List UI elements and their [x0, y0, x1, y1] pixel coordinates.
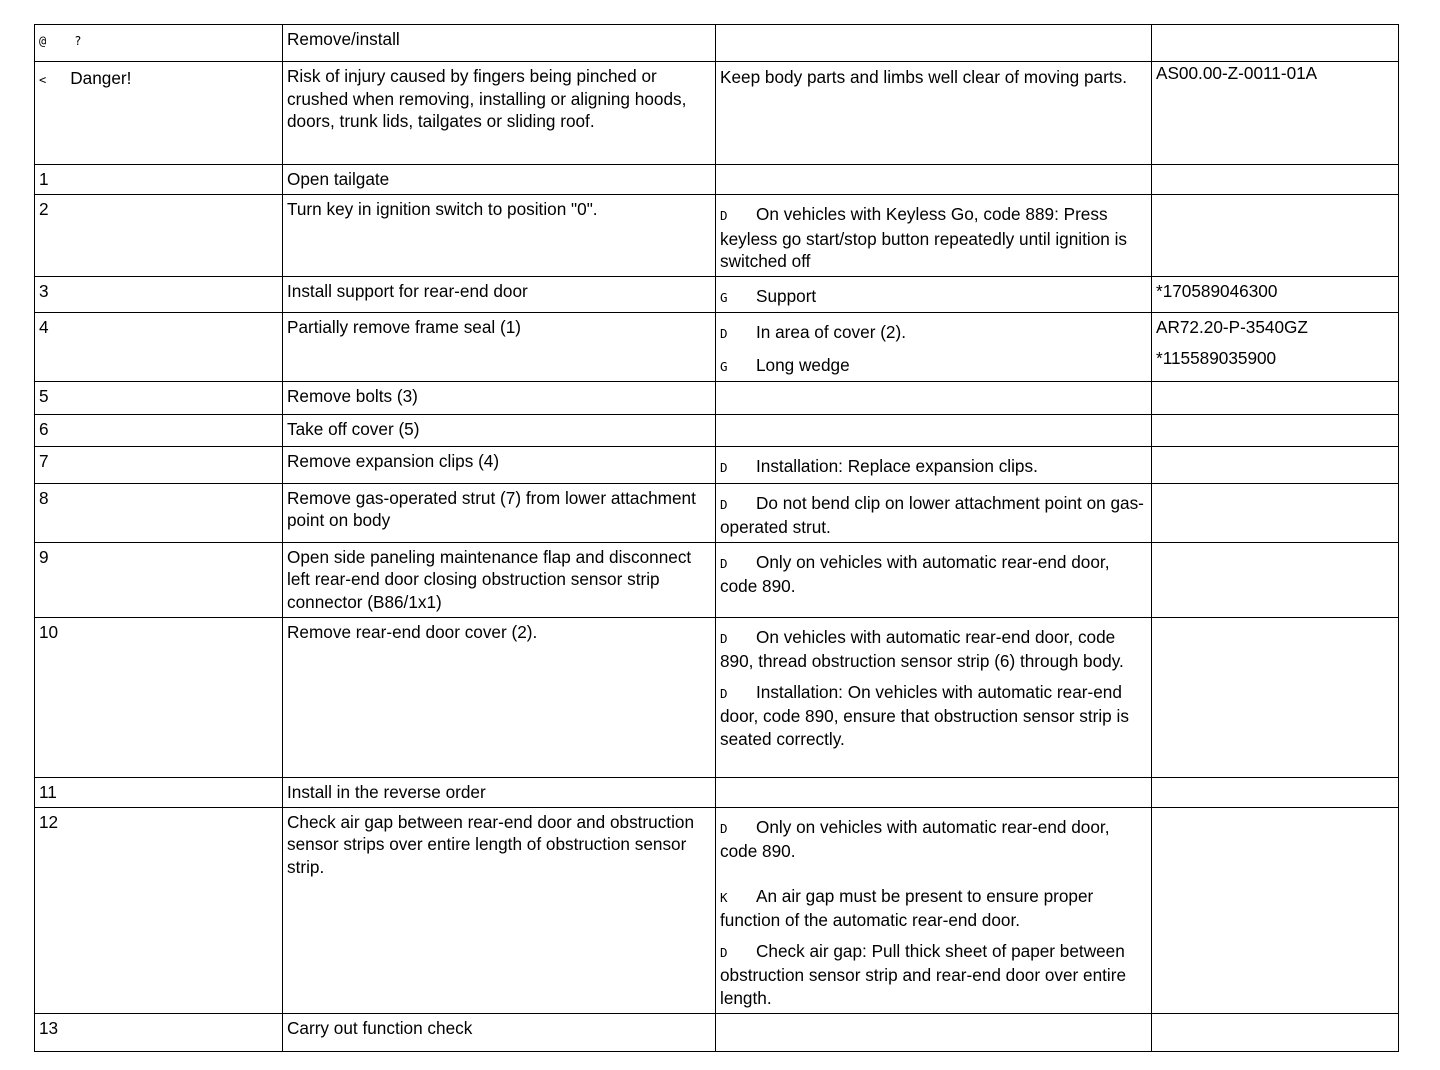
step-notes — [716, 313, 1152, 382]
step-references — [1152, 483, 1399, 542]
step-number: 3 — [35, 276, 283, 313]
step-row — [35, 447, 1399, 484]
note-text: An air gap must be present to ensure proper function of the automatic rear-end door. — [720, 885, 1094, 930]
step-number: 2 — [35, 195, 283, 277]
step-number: 7 — [35, 447, 283, 484]
step-number: 10 — [35, 617, 283, 777]
danger-text: Risk of injury caused by fingers being pinched or crushed when removing, installing or aligning hoods, doors, trunk lids, tailgates or sliding roof. — [283, 62, 716, 165]
note-text: Support — [756, 285, 817, 306]
step-notes — [716, 1013, 1152, 1051]
note-text: On vehicles with Keyless Go, code 889: Press keyless go start/stop button repeatedly until ignition is switched off — [720, 204, 1128, 271]
header-title: Remove/install — [283, 25, 716, 62]
note-text: Do not bend clip on lower attachment point on gas-operated strut. — [720, 492, 1144, 537]
step-references — [1152, 195, 1399, 277]
note-symbol: D — [720, 326, 728, 341]
step-notes — [716, 165, 1152, 195]
note-symbol: G — [720, 289, 728, 305]
step-references — [1152, 313, 1399, 382]
step-note — [720, 285, 1147, 310]
step-row — [35, 382, 1399, 415]
step-row — [35, 1013, 1399, 1051]
note-symbol: D — [720, 496, 728, 512]
step-row — [35, 313, 1399, 382]
step-notes — [716, 777, 1152, 807]
step-references — [1152, 807, 1399, 1013]
step-references — [1152, 447, 1399, 484]
note-symbol: D — [720, 208, 728, 223]
step-references — [1152, 542, 1399, 617]
step-notes — [716, 195, 1152, 277]
step-text: Partially remove frame seal (1) — [283, 313, 716, 382]
step-row — [35, 165, 1399, 195]
step-note — [720, 816, 1147, 863]
step-row — [35, 807, 1399, 1013]
step-note — [720, 455, 1147, 480]
step-references — [1152, 777, 1399, 807]
note-symbol: G — [720, 358, 728, 374]
step-row — [35, 483, 1399, 542]
step-number: 12 — [35, 807, 283, 1013]
note-text: Check air gap: Pull thick sheet of paper between obstruction sensor strip and rear-end door over entire length. — [720, 940, 1127, 1008]
step-number: 5 — [35, 382, 283, 415]
step-notes — [716, 542, 1152, 617]
step-notes — [716, 382, 1152, 415]
step-text: Take off cover (5) — [283, 415, 716, 447]
step-references — [1152, 382, 1399, 415]
step-text: Turn key in ignition switch to position "0". — [283, 195, 716, 277]
reference-code: AR72.20-P-3540GZ — [1156, 317, 1308, 337]
step-number: 1 — [35, 165, 283, 195]
step-row — [35, 276, 1399, 313]
step-notes — [716, 483, 1152, 542]
step-note — [720, 681, 1147, 751]
step-number: 11 — [35, 777, 283, 807]
step-text: Install support for rear-end door — [283, 276, 716, 313]
step-row — [35, 777, 1399, 807]
step-references — [1152, 617, 1399, 777]
danger-reference: AS00.00-Z-0011-01A — [1152, 62, 1399, 165]
header-empty-cell — [716, 25, 1152, 62]
danger-label-cell: < Danger! — [35, 62, 283, 165]
step-note — [720, 551, 1147, 598]
step-text: Open side paneling maintenance flap and disconnect left rear-end door closing obstruction sensor strip connector (B86/1x1) — [283, 542, 716, 617]
header-symbols: @ ? — [35, 25, 283, 62]
step-number: 9 — [35, 542, 283, 617]
step-text: Remove gas-operated strut (7) from lower attachment point on body — [283, 483, 716, 542]
header-empty-cell — [1152, 25, 1399, 62]
step-row — [35, 542, 1399, 617]
step-notes — [716, 447, 1152, 484]
step-note — [720, 321, 1147, 346]
danger-advice: Keep body parts and limbs well clear of moving parts. — [716, 62, 1152, 165]
step-notes — [716, 807, 1152, 1013]
step-references — [1152, 1013, 1399, 1051]
step-row — [35, 617, 1399, 777]
step-text: Remove rear-end door cover (2). — [283, 617, 716, 777]
step-note — [720, 626, 1147, 673]
note-text: Installation: On vehicles with automatic rear-end door, code 890, ensure that obstruction sensor strip is seated correctly. — [720, 681, 1129, 749]
step-note — [720, 492, 1147, 539]
step-text: Carry out function check — [283, 1013, 716, 1051]
note-symbol: D — [720, 555, 728, 571]
note-symbol: D — [720, 820, 728, 836]
step-notes — [716, 276, 1152, 313]
step-note — [720, 940, 1147, 1010]
step-note — [720, 354, 1147, 379]
note-text: Long wedge — [756, 354, 850, 375]
step-number: 8 — [35, 483, 283, 542]
step-references — [1152, 415, 1399, 447]
step-row — [35, 415, 1399, 447]
step-notes — [716, 415, 1152, 447]
note-symbol: K — [720, 889, 728, 905]
note-symbol: D — [720, 460, 728, 475]
step-text: Check air gap between rear-end door and obstruction sensor strips over entire length of obstruction sensor strip. — [283, 807, 716, 1013]
step-references — [1152, 276, 1399, 313]
step-number: 13 — [35, 1013, 283, 1051]
procedure-table — [34, 24, 1399, 1052]
note-text: In area of cover (2). — [756, 322, 906, 342]
step-text: Remove bolts (3) — [283, 382, 716, 415]
note-text: Installation: Replace expansion clips. — [756, 456, 1038, 476]
step-number: 6 — [35, 415, 283, 447]
note-text: Only on vehicles with automatic rear-end door, code 890. — [720, 551, 1110, 596]
note-text: Only on vehicles with automatic rear-end door, code 890. — [720, 816, 1110, 861]
step-number: 4 — [35, 313, 283, 382]
reference-code: *170589046300 — [1156, 280, 1278, 301]
note-text: On vehicles with automatic rear-end door, code 890, thread obstruction sensor strip (6) through body. — [720, 626, 1124, 671]
step-references — [1152, 165, 1399, 195]
reference-code: *115589035900 — [1156, 347, 1277, 368]
note-symbol: D — [720, 944, 728, 960]
step-text: Install in the reverse order — [283, 777, 716, 807]
step-text: Open tailgate — [283, 165, 716, 195]
note-symbol: D — [720, 685, 728, 701]
note-symbol: D — [720, 630, 728, 646]
danger-label: Danger! — [70, 68, 132, 88]
step-row — [35, 195, 1399, 277]
step-note — [720, 885, 1147, 932]
danger-row — [35, 62, 1399, 165]
step-notes — [716, 617, 1152, 777]
step-note — [720, 203, 1147, 273]
step-text: Remove expansion clips (4) — [283, 447, 716, 484]
header-row — [35, 25, 1399, 62]
